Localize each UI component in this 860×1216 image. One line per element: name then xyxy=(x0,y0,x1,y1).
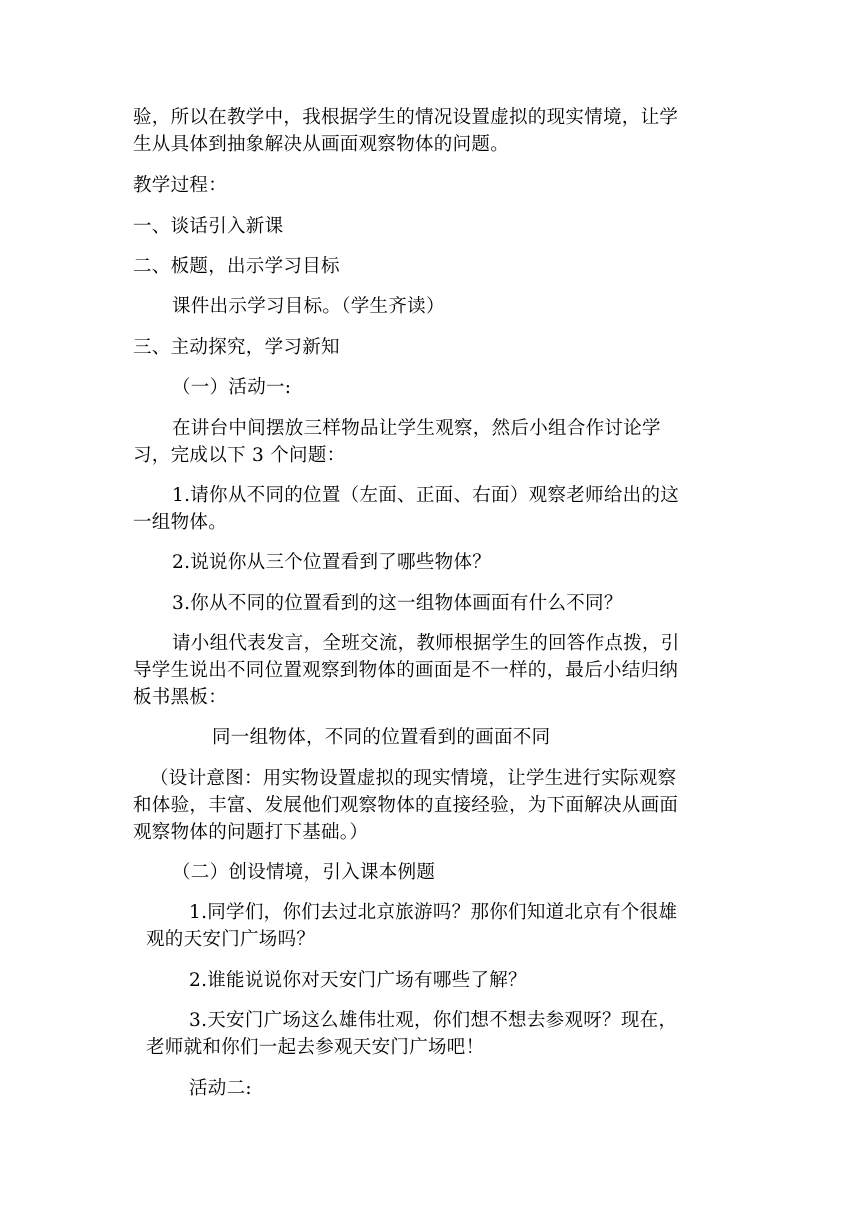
text-line: 老师就和你们一起去参观天安门广场吧！ xyxy=(146,1037,485,1058)
design-note: 和体验，丰富、发展他们观察物体的直接经验，为下面解决从画面 xyxy=(133,795,679,816)
list-item: 3.你从不同的位置看到的这一组物体画面有什么不同？ xyxy=(172,593,623,614)
text-line: 一组物体。 xyxy=(133,512,228,533)
list-item: 1.同学们，你们去过北京旅游吗？那你们知道北京有个很雄 xyxy=(189,902,678,923)
list-item: 1.请你从不同的位置（左面、正面、右面）观察老师给出的这 xyxy=(172,485,680,506)
text-line: 生从具体到抽象解决从画面观察物体的问题。 xyxy=(133,134,510,155)
subsection-heading: （一）活动一: xyxy=(172,377,292,398)
section-heading: 二、板题，出示学习目标 xyxy=(133,256,340,277)
section-heading: 三、主动探究，学习新知 xyxy=(133,337,340,358)
text-line: 观的天安门广场吗？ xyxy=(146,929,316,950)
text-line: 课件出示学习目标。（学生齐读） xyxy=(172,296,445,317)
list-item: 3.天安门广场这么雄伟壮观，你们想不想去参观呀？现在， xyxy=(189,1010,678,1031)
text-line: 习，完成以下 3 个问题： xyxy=(133,445,346,466)
board-summary: 同一组物体，不同的位置看到的画面不同 xyxy=(212,727,551,748)
design-note: （设计意图：用实物设置虚拟的现实情境，让学生进行实际观察 xyxy=(150,768,677,789)
section-heading: 教学过程： xyxy=(133,175,228,196)
text-line: 导学生说出不同位置观察到物体的画面是不一样的，最后小结归纳 xyxy=(133,660,679,681)
section-heading: 一、谈话引入新课 xyxy=(133,216,284,237)
text-line: 验，所以在教学中，我根据学生的情况设置虚拟的现实情境，让学 xyxy=(133,107,679,128)
list-item: 2.说说你从三个位置看到了哪些物体？ xyxy=(172,552,492,573)
subsection-heading: 活动二: xyxy=(189,1078,252,1099)
list-item: 2.谁能说说你对天安门广场有哪些了解？ xyxy=(189,970,527,991)
design-note: 观察物体的问题打下基础。） xyxy=(133,822,369,843)
subsection-heading: （二）创设情境，引入课本例题 xyxy=(172,862,436,883)
text-line: 板书黑板： xyxy=(133,687,228,708)
text-line: 请小组代表发言，全班交流，教师根据学生的回答作点拨，引 xyxy=(172,633,680,654)
text-line: 在讲台中间摆放三样物品让学生观察，然后小组合作讨论学 xyxy=(172,418,661,439)
